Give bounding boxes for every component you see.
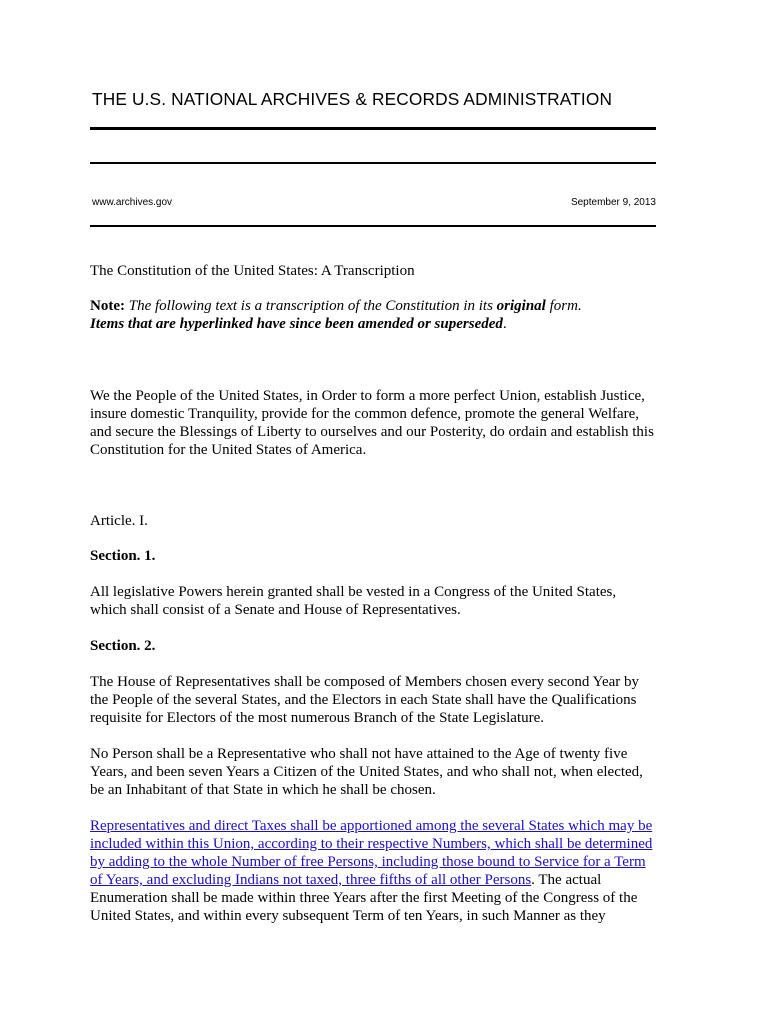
section-1-text: All legislative Powers herein granted shall be vested in a Congress of the United States, which shall consist of a Senate and House of Representatives. (90, 584, 617, 618)
masthead: THE U.S. NATIONAL ARCHIVES & RECORDS ADMINISTRATION (92, 89, 613, 109)
header-meta (92, 197, 656, 208)
section-1-heading: Section. 1. (90, 548, 156, 564)
section-2-paragraph-3-rest: . The actual Enumeration shall be made within three Years after the first Meeting of the Congress of the United States, and within every subsequent Term of ten Years, in such Manner as they (90, 872, 638, 924)
preamble: We the People of the United States, in Order to form a more perfect Union, establish Justice, insure domestic Tranquility, provide for the common defence, promote the general Welfare, and secure the Blessings of Liberty to ourselves and our Posterity, do ordain and establish this Constitution for the United States of America. (90, 388, 654, 458)
website-link[interactable]: www.archives.gov (92, 197, 173, 208)
section-2-paragraph-1: The House of Representatives shall be composed of Members chosen every second Year by the People of the several States, and the Electors in each State shall have the Qualifications requisite for Electors of the most numerous Branch of the State Legislature. (90, 674, 640, 726)
section-2-heading: Section. 2. (90, 638, 156, 654)
note-line2: Items that are hyperlinked have since been amended or superseded (90, 316, 503, 332)
transcription-note (90, 297, 656, 333)
amended-text-link[interactable]: Representatives and direct Taxes shall be apportioned among the several States which may be included within this Union, according to their respective Numbers, which shall be determined by adding to the whole Number of free Persons, including those bound to Service for a Term of Years, and excluding Indians not taxed, three fifths of all other Persons (90, 818, 653, 888)
note-text-after: form. (549, 298, 582, 314)
header-rule-bottom (90, 225, 656, 227)
section-2-paragraph-3 (90, 817, 656, 925)
section-2-paragraph-2: No Person shall be a Representative who shall not have attained to the Age of twenty five Years, and been seven Years a Citizen of the United States, and who shall not, when elected, be an Inhabitant of that State in which he shall be chosen. (90, 746, 643, 798)
note-emphasis: original (496, 298, 546, 314)
note-label: Note: (90, 298, 125, 314)
header-rule-top (90, 162, 656, 164)
article-heading: Article. I. (90, 513, 148, 529)
masthead-rule (90, 127, 656, 130)
note-text-before: The following text is a transcription of the Constitution in its (128, 298, 493, 314)
document-date: September 9, 2013 (570, 197, 656, 208)
note-line2-end: . (502, 316, 507, 332)
document-title: The Constitution of the United States: A Transcription (90, 263, 415, 279)
